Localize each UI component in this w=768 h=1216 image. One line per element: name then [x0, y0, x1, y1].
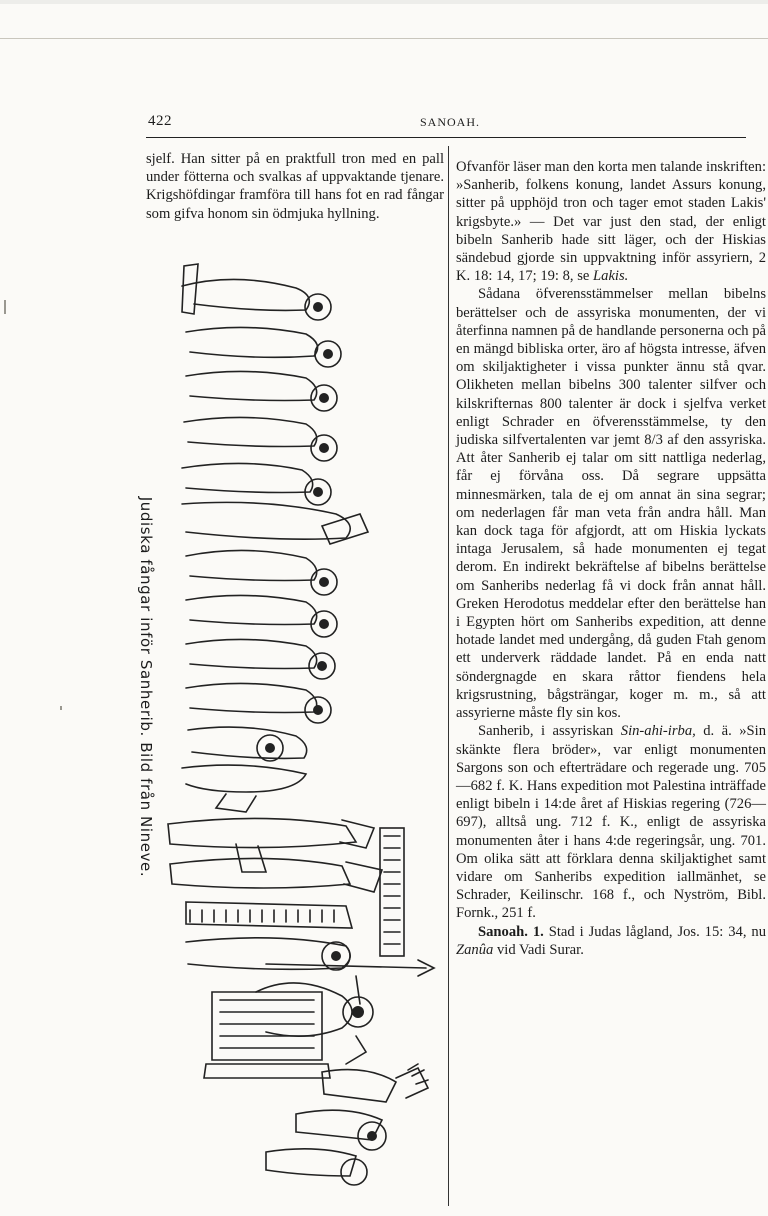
cross-reference-lakis: Lakis.: [593, 268, 629, 285]
figure-caption: Judiska fångar inför Sanherib. Bild från Nineve.: [137, 496, 155, 878]
header-rule: [146, 137, 746, 138]
page-number: 422: [148, 113, 172, 129]
paragraph-sanherib: [456, 722, 766, 922]
paragraph-agreements: Sådana öfverensstämmelser mellan bibelns berättelser och de assyriska monumenten, der vi återfinna namnen på de handlande personerna och på en mängd bibliska orter, äro af högsta intresse, äfven om skiljaktigheter i vissa punkter ännu stå qvar. Olikheten mellan bibelns 300 talenter silfver och kilskrifternas 800 talenter är dock i sjelfva verket enligt Schrader en öfverensstämmelse, ty den judiska silfvertalenten var jemt 8/3 af den assyriska. Att åter Sanherib ej talar om sitt nattliga nederlag, får ej förvåna oss. Då segrare uppsätta minnesmärken, tala de ej om annat än sina segrar; om nederlagen får man veta från andra håll. Man kan dock taga för afgjordt, att om Hiskia lyckats intaga Jerusalem, så hade monumenten ej tegat derom. En indirekt bekräftelse af bibelns berättelse om Sanheribs nederlag få vi dock från annat håll. Greken Herodotus meddelar efter den berättelse han i Egypten hört om Sanheribs expedition, att denne hotade landet med undergång, då guden Ftah genom ett underverk räddade landet. På en enda natt söndergnagde en skara råttor fiendens hela krigsrustning, bågsträngar, koger m. m., så att assyrierne måste fly sin kos.: [456, 286, 766, 722]
right-column: [456, 158, 766, 959]
entry-headword: Sanoah.: [478, 923, 528, 940]
entry-tail: vid Vadi Surar.: [496, 941, 584, 958]
entry-sanoah: [456, 923, 766, 959]
relief-illustration: [146, 252, 444, 1196]
entry-modern-name: Zanûa: [456, 941, 494, 958]
relief-figure: [146, 252, 444, 1196]
page-header: [148, 113, 746, 135]
paragraph-inscription-text: Ofvanför läser man den korta men talande inskriften: »Sanherib, folkens konung, landet Assurs konung, sitter på upphöjd tron och tager emot staden Lakis' krigsbyte.» — Det var just den stad, der enligt bibeln Sanherib hade sitt läger, och der Hiskias sändebud gjorde sin uppvaktning inför assyriern, 2 K. 18: 14, 17; 19: 8, se: [456, 159, 767, 285]
scan-artifact: [0, 0, 768, 4]
margin-mark: [4, 300, 6, 314]
left-column-text: sjelf. Han sitter på en praktfull tron med en pall under fötterna och svalkas af uppvaktande tjenare. Krigshöfdingar framföra till hans fot en rad fångar som gifva honom sin ödmjuka hyllning.: [146, 151, 444, 222]
paragraph-sanherib-start: Sanherib, i assyriskan: [478, 723, 614, 740]
paragraph-inscription: [456, 158, 766, 285]
margin-mark: [60, 706, 62, 710]
entry-text: Stad i Judas lågland, Jos. 15: 34, nu: [548, 923, 766, 940]
entry-number: 1.: [532, 923, 544, 940]
paragraph-sanherib-rest: d. ä. »Sin skänkte flera bröder», var enligt monumenten Sargons son och efterträdare och regerade ung. 705—682 f. K. Hans expedition mot Palestina inträffade enligt bibeln i 14:de året af Hiskias regering (726—697), alltså ung. 712 f. K., enligt de assyriska monumenten åter i hans 4:de regeringsår, ung. 701. Om olika sätt att förklara denna skiljaktighet samt vidare om Sanheribs expedition iallmänhet, se Schrader, Keilinschr. 168 f., och Nyström, Bibl. Fornk., 251 f.: [456, 723, 766, 922]
column-divider: [448, 146, 449, 1206]
left-column: [146, 150, 444, 223]
running-head: SANOAH.: [420, 115, 481, 129]
assyrian-name: Sin-ahi-irba,: [620, 723, 696, 740]
scan-edge-line: [0, 38, 768, 39]
figure-caption-area: [126, 488, 166, 908]
